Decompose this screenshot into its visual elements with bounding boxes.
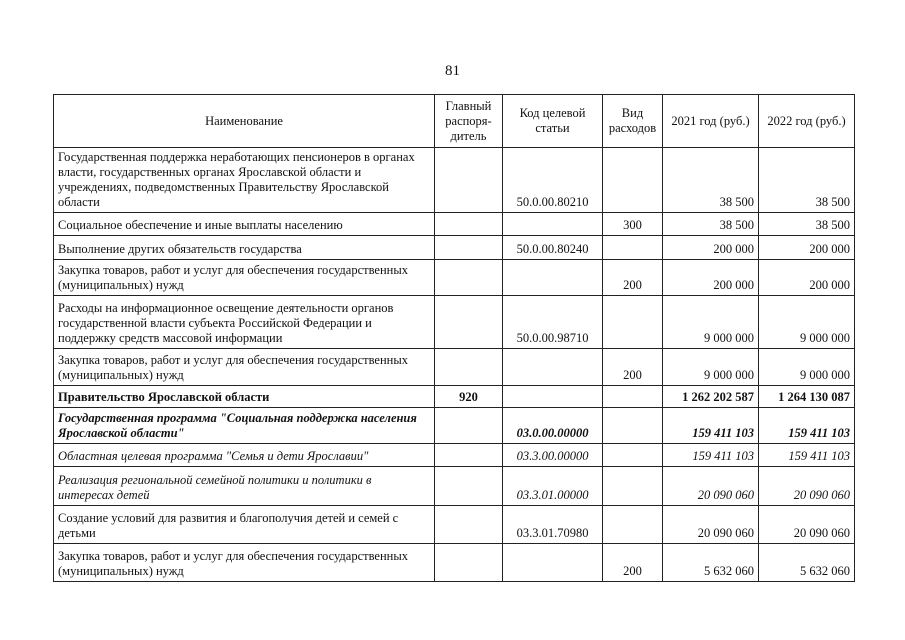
row-2021: 38 500 — [663, 213, 759, 236]
row-2021: 9 000 000 — [663, 349, 759, 386]
row-admin — [435, 260, 503, 296]
row-admin — [435, 236, 503, 260]
row-2021: 5 632 060 — [663, 544, 759, 582]
row-type — [603, 296, 663, 349]
row-code: 03.3.00.00000 — [503, 444, 603, 467]
row-2022: 200 000 — [759, 260, 855, 296]
row-code: 50.0.00.98710 — [503, 296, 603, 349]
row-code: 50.0.00.80210 — [503, 148, 603, 213]
row-type: 200 — [603, 349, 663, 386]
row-2022: 9 000 000 — [759, 349, 855, 386]
row-2022: 20 090 060 — [759, 467, 855, 506]
table-row — [54, 386, 855, 408]
row-code: 03.0.00.00000 — [503, 408, 603, 444]
header-type: Вид расходов — [603, 95, 663, 148]
row-name: Создание условий для развития и благополучия детей и семей с детьми — [54, 506, 435, 544]
row-2021: 159 411 103 — [663, 408, 759, 444]
row-admin: 920 — [435, 386, 503, 408]
header-2022: 2022 год (руб.) — [759, 95, 855, 148]
row-2022: 200 000 — [759, 236, 855, 260]
row-name: Закупка товаров, работ и услуг для обеспечения государственных (муниципальных) нужд — [54, 349, 435, 386]
row-2022: 38 500 — [759, 213, 855, 236]
table-row — [54, 148, 855, 213]
row-type — [603, 408, 663, 444]
row-code: 03.3.01.00000 — [503, 467, 603, 506]
row-code — [503, 386, 603, 408]
row-code: 50.0.00.80240 — [503, 236, 603, 260]
row-type — [603, 506, 663, 544]
row-admin — [435, 296, 503, 349]
table-row — [54, 444, 855, 467]
row-code — [503, 544, 603, 582]
row-code: 03.3.01.70980 — [503, 506, 603, 544]
table-row — [54, 296, 855, 349]
table-row — [54, 544, 855, 582]
row-admin — [435, 148, 503, 213]
row-admin — [435, 467, 503, 506]
table-header-row — [54, 95, 855, 148]
row-name: Закупка товаров, работ и услуг для обеспечения государственных (муниципальных) нужд — [54, 260, 435, 296]
row-type — [603, 236, 663, 260]
row-admin — [435, 444, 503, 467]
header-2021: 2021 год (руб.) — [663, 95, 759, 148]
row-2021: 9 000 000 — [663, 296, 759, 349]
row-2021: 20 090 060 — [663, 506, 759, 544]
row-admin — [435, 349, 503, 386]
row-code — [503, 213, 603, 236]
row-name: Областная целевая программа "Семья и дети Ярославии" — [54, 444, 435, 467]
row-admin — [435, 213, 503, 236]
row-code — [503, 260, 603, 296]
table-row — [54, 408, 855, 444]
header-admin: Главный распоря-дитель — [435, 95, 503, 148]
row-2022: 159 411 103 — [759, 408, 855, 444]
table-row — [54, 213, 855, 236]
row-type: 200 — [603, 544, 663, 582]
table-row — [54, 467, 855, 506]
row-admin — [435, 544, 503, 582]
row-2021: 20 090 060 — [663, 467, 759, 506]
row-2021: 1 262 202 587 — [663, 386, 759, 408]
page-number: 81 — [445, 63, 460, 79]
row-2021: 38 500 — [663, 148, 759, 213]
table-row — [54, 349, 855, 386]
row-name: Социальное обеспечение и иные выплаты населению — [54, 213, 435, 236]
row-code — [503, 349, 603, 386]
row-2022: 1 264 130 087 — [759, 386, 855, 408]
row-2022: 5 632 060 — [759, 544, 855, 582]
row-2021: 200 000 — [663, 236, 759, 260]
table-row — [54, 506, 855, 544]
row-2021: 159 411 103 — [663, 444, 759, 467]
row-name: Расходы на информационное освещение деятельности органов государственной власти субъекта Российской Федерации и поддержку средств массовой информации — [54, 296, 435, 349]
row-type — [603, 467, 663, 506]
header-code: Код целевой статьи — [503, 95, 603, 148]
row-type: 300 — [603, 213, 663, 236]
table-row — [54, 260, 855, 296]
table-row — [54, 236, 855, 260]
row-name: Выполнение других обязательств государства — [54, 236, 435, 260]
row-name: Правительство Ярославской области — [54, 386, 435, 408]
row-type — [603, 386, 663, 408]
row-2022: 159 411 103 — [759, 444, 855, 467]
row-type — [603, 444, 663, 467]
row-type: 200 — [603, 260, 663, 296]
row-name: Государственная программа "Социальная поддержка населения Ярославской области" — [54, 408, 435, 444]
row-2022: 9 000 000 — [759, 296, 855, 349]
row-2021: 200 000 — [663, 260, 759, 296]
header-name: Наименование — [54, 95, 435, 148]
row-2022: 38 500 — [759, 148, 855, 213]
row-name: Государственная поддержка неработающих пенсионеров в органах власти, государственных органах Ярославской области и учреждениях, подведомственных Правительству Ярославской области — [54, 148, 435, 213]
budget-table — [53, 94, 855, 582]
row-admin — [435, 506, 503, 544]
row-admin — [435, 408, 503, 444]
row-type — [603, 148, 663, 213]
row-2022: 20 090 060 — [759, 506, 855, 544]
row-name: Реализация региональной семейной политики и политики в интересах детей — [54, 467, 435, 506]
row-name: Закупка товаров, работ и услуг для обеспечения государственных (муниципальных) нужд — [54, 544, 435, 582]
